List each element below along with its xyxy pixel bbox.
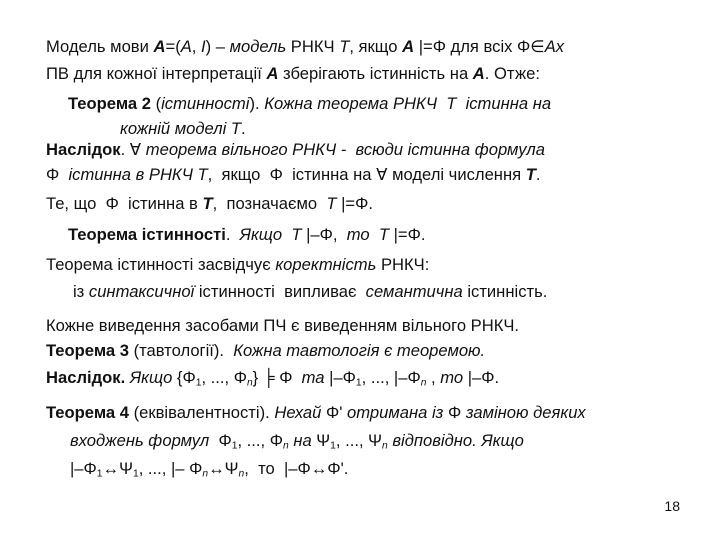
corollary-1-line-1: Наслідок. ∀ теорема вільного РНКЧ - всюди істинна формула: [46, 140, 545, 159]
corollary-1-line-2: Φ істинна в РНКЧ T, якщо Φ істинна на ∀ моделі числення T.: [46, 165, 541, 184]
page-number: 18: [664, 498, 680, 514]
corollary-2-line: Наслідок. Якщо {$\Phi_1$, ..., $\Phi_n$} ╞ Φ та $|-\Phi_1$, ..., $|-\Phi_n$ , то |–Φ.: [46, 368, 500, 389]
correctness-line-1: Теорема істинності засвідчує коректність РНКЧ:: [46, 255, 430, 274]
theorem-4-line-3: $|-\Phi_1\leftrightarrow\Psi_1$, ..., |– $\Phi_n\leftrightarrow\Psi_n$, то |–Φ↔Φ'.: [70, 459, 349, 480]
truth-theorem-line: Теорема істинності. Якщо T |–Φ, то T |=Φ.: [68, 225, 426, 244]
theorem-4-line-2: входжень формул $\Phi_1$, ..., $\Phi_n$ на $\Psi_1$, ..., $\Psi_n$ відповідно. Якщо: [70, 431, 524, 452]
theorem-2-line-2: кожній моделі T.: [120, 119, 246, 138]
theorem-2-line-1: Теорема 2 (істинності). Кожна теорема РНКЧ T істинна на: [68, 94, 552, 113]
theorem-3-line: Теорема 3 (тавтології). Кожна тавтологія є теоремою.: [46, 341, 486, 360]
derivation-line: Кожне виведення засобами ПЧ є виведенням вільного РНКЧ.: [46, 316, 520, 335]
correctness-line-2: із синтаксичної істинності випливає семантична істинність.: [73, 282, 548, 301]
theorem-4-line-1: Теорема 4 (еквівалентності). Нехай Φ' отримана із Φ заміною деяких: [46, 403, 586, 422]
model-definition-line-1: Модель мови A=(A, I) – модель РНКЧ T, якщо A |=Φ для всіх Φ∈Ax: [46, 37, 565, 56]
model-definition-line-2: ПВ для кожної інтерпретації A зберігають істинність на A. Отже:: [46, 64, 540, 83]
notation-line: Те, що Φ істинна в T, позначаємо T |=Φ.: [46, 194, 373, 213]
